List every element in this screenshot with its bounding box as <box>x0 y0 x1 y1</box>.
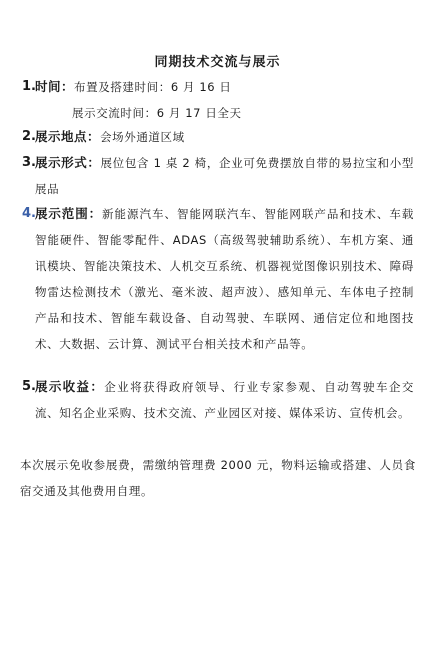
document-title: 同期技术交流与展示 <box>154 55 281 70</box>
list-item-scope <box>22 201 414 357</box>
item-text: 会场外通道区域 <box>100 130 185 144</box>
item-body <box>35 124 414 150</box>
list-item-benefits <box>22 374 414 426</box>
item-text: 布置及搭建时间：6 月 16 日 <box>74 80 232 94</box>
item-number: 1. <box>22 79 36 94</box>
item-label: 时间： <box>35 79 75 94</box>
item-label: 展示范围： <box>35 206 102 221</box>
item-body <box>35 74 414 100</box>
item-label: 展示收益： <box>35 379 105 394</box>
closing-paragraph: 本次展示免收参展费，需缴纳管理费 2000 元，物料运输或搭建、人员食宿交通及其他费用自理。 <box>20 458 416 498</box>
item-label: 展示形式： <box>35 155 101 170</box>
item-text: 新能源汽车、智能网联汽车、智能网联产品和技术、车载智能硬件、智能零配件、ADAS（高级驾驶辅助系统）、车机方案、通讯模块、智能决策技术、人机交互系统、机器视觉图像识别技术、障碍物雷达检测技术（激光、毫米波、超声波）、感知单元、车体电子控制产品和技术、智能车载设备、自动驾驶、车联网、通信定位和地图技术、大数据、云计算、测试平台相关技术和产品等。 <box>35 207 414 351</box>
item-text: 企业将获得政府领导、行业专家参观、自动驾驶车企交流、知名企业采购、技术交流、产业园区对接、媒体采访、宣传机会。 <box>35 380 414 420</box>
list-item-location <box>22 124 414 150</box>
item-body <box>35 150 414 202</box>
item-number: 4. <box>22 206 36 221</box>
item-number: 2. <box>22 129 36 144</box>
item-label: 展示地点： <box>35 129 101 144</box>
item-body <box>35 201 414 357</box>
item-text: 展位包含 1 桌 2 椅，企业可免费摆放自带的易拉宝和小型展品 <box>35 156 414 196</box>
list-item-format <box>22 150 414 202</box>
item-body <box>35 374 414 426</box>
item-number: 3. <box>22 155 36 170</box>
item-extra-line: 展示交流时间：6 月 17 日全天 <box>72 106 242 120</box>
list-item-time <box>22 74 414 100</box>
item-number: 5. <box>22 379 36 394</box>
